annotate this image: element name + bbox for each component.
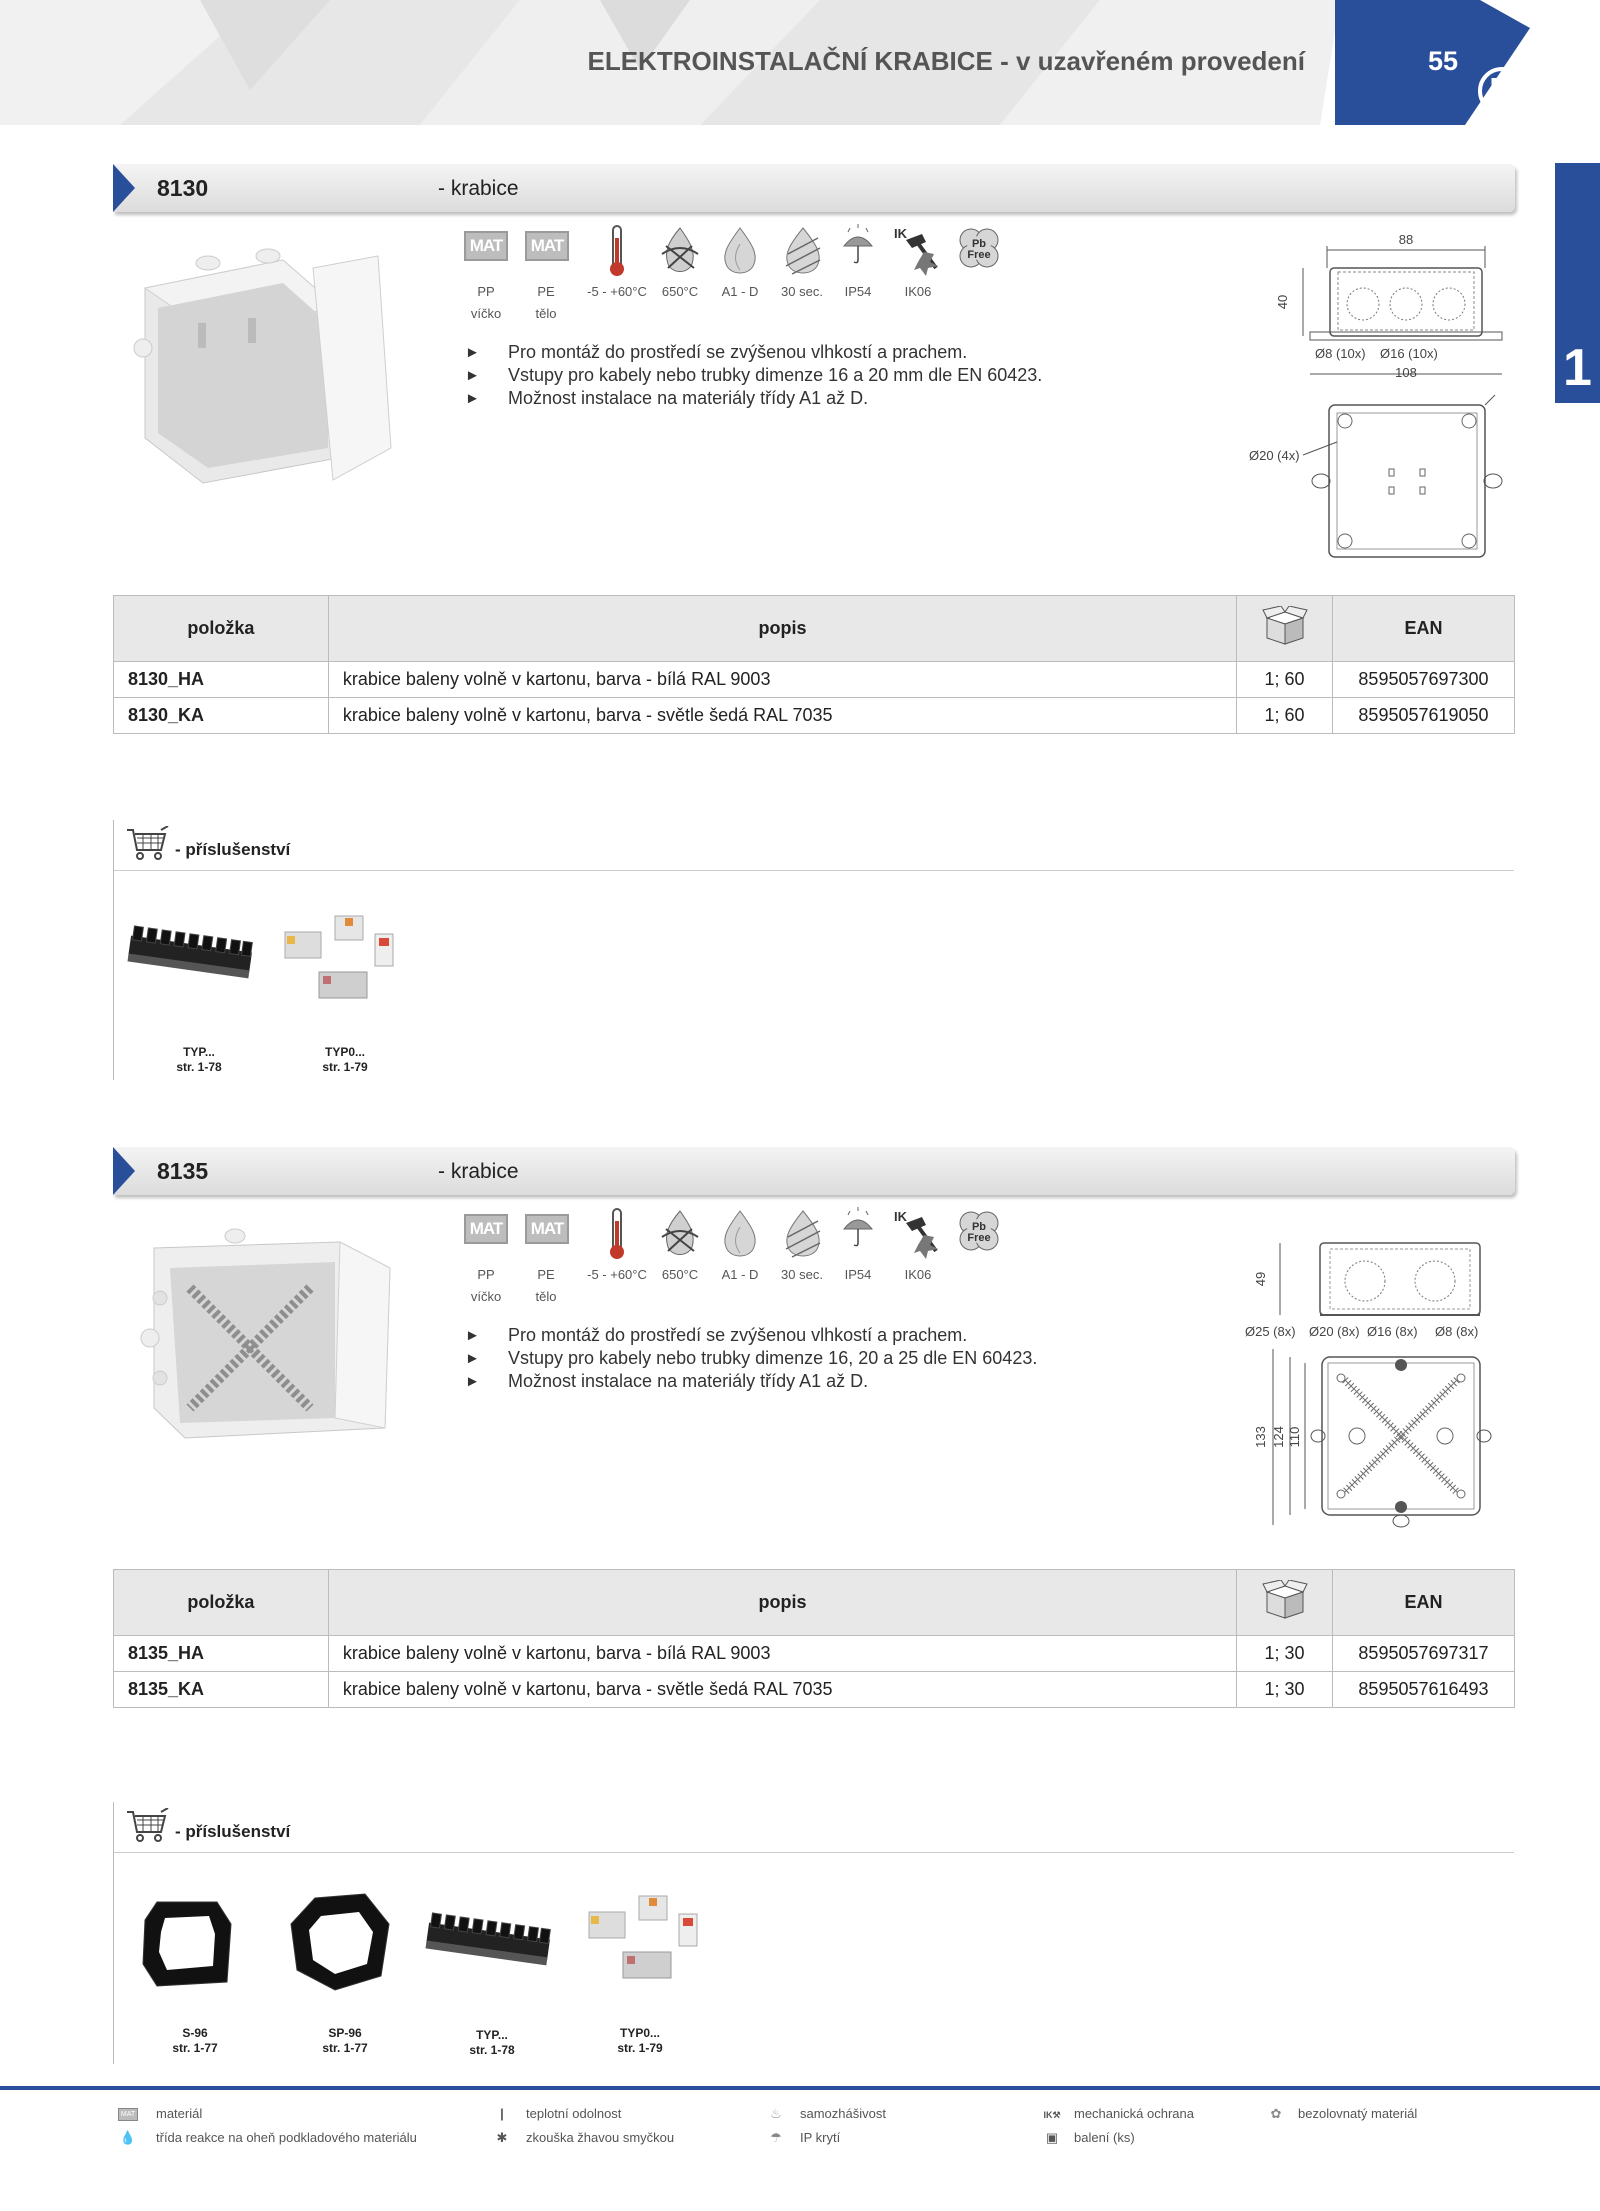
technical-drawing-8135 [1245,1235,1525,1535]
dimension-width-top: 88 [1398,232,1414,247]
accessories-8130 [113,820,1515,1080]
ik-label: IK06 [904,284,932,299]
accessory-item[interactable] [285,2026,405,2056]
accessory-name: TYP0... [324,1045,365,1059]
item-ean: 8595057697317 [1332,1636,1514,1672]
divider [114,870,1514,871]
accessory-item[interactable] [580,2026,700,2056]
legend-item: 💧 třída reakce na oheň podkladového materiálu [119,2130,417,2145]
heading-bar [113,164,1515,212]
item-code: 8130_HA [114,662,329,698]
material-icon: MAT [118,2108,138,2121]
glow-wire-label: 650°C [661,1267,699,1282]
divider [113,820,114,1080]
accessories-title: - příslušenství [175,1822,291,1841]
divider [114,1852,1514,1853]
table-header [114,1570,1515,1636]
product-heading-8130 [113,164,1515,212]
legend-item: ☂ IP krytí [766,2130,840,2146]
legend-item: MAT materiál [118,2106,202,2121]
material-icon: MAT [525,231,569,261]
flame-drop-icon [718,224,762,278]
feature-item: ► Vstupy pro kabely nebo trubky dimenze 16, 20 a 25 dle EN 60423. [465,1348,1038,1368]
dimension-holes-small: Ø8 (10x) [1315,346,1366,361]
item-code: 8130_KA [114,698,329,734]
feature-item: ► Pro montáž do prostředí se zvýšenou vlhkostí a prachem. [465,342,968,362]
item-ean: 8595057697300 [1332,662,1514,698]
item-package: 1; 30 [1237,1636,1333,1672]
feature-item: ► Možnost instalace na materiály třídy A1 až D. [465,1371,869,1391]
accessory-name: TYP0... [619,2026,660,2040]
legend-item: ♨ samozhášivost [766,2106,886,2122]
wago-connector-image [275,910,405,1010]
self-extinguish-icon [780,1207,826,1261]
brand-logo-icon [1477,66,1527,116]
thermometer-icon [602,224,632,278]
property-icons-8130 [462,224,1022,319]
dimension-holes-medium: Ø16 (10x) [1380,346,1438,361]
product-photo-8130 [133,248,403,488]
flame-drop-icon [718,1207,762,1261]
product-name: - krabice [438,177,519,200]
icon-legend [0,2100,1600,2160]
product-name: - krabice [438,1160,519,1183]
accessory-name: S-96 [182,2026,208,2040]
dimension-outer: 133 [1253,1426,1268,1448]
item-ean: 8595057616493 [1332,1672,1514,1708]
accessory-page: str. 1-77 [172,2041,218,2055]
feature-item: ► Vstupy pro kabely nebo trubky dimenze 16 a 20 mm dle EN 60423. [465,365,1043,385]
product-code: 8135 [157,1158,209,1184]
column-ean: EAN [1332,1570,1514,1636]
accessory-page: str. 1-78 [469,2043,515,2057]
divider [113,1802,114,2064]
material-lid-part: víčko [470,1289,502,1304]
feature-item: ► Možnost instalace na materiály třídy A1 až D. [465,388,869,408]
accessories-8135 [113,1802,1515,2064]
item-description: krabice baleny volně v kartonu, barva - světle šedá RAL 7035 [328,698,1236,734]
svg-text:IK: IK [894,1209,907,1224]
chapter-tab: 1 [1555,163,1600,403]
material-icon: MAT [464,1214,508,1244]
accessory-item[interactable] [285,1045,405,1075]
item-package: 1; 30 [1237,1672,1333,1708]
accessory-page: str. 1-79 [617,2041,663,2055]
item-description: krabice baleny volně v kartonu, barva - světle šedá RAL 7035 [328,1672,1236,1708]
terminal-block-image [423,1907,553,1977]
cart-icon [125,1808,169,1844]
self-extinguish-icon [780,224,826,278]
table-row [114,662,1515,698]
footer-divider [0,2086,1600,2090]
ik-label: IK06 [904,1267,932,1282]
accessory-name: TYP... [476,2028,508,2042]
column-item: položka [114,1570,329,1636]
material-body-part: tělo [535,306,557,321]
table-header [114,596,1515,662]
material-lid-label: PP [477,284,495,299]
package-icon [1261,1580,1309,1620]
svg-text:Pb: Pb [971,238,987,250]
heading-arrow [113,164,135,212]
technical-drawing-8130 [1245,228,1505,568]
accessory-item[interactable] [432,2028,552,2058]
feature-list-8130 [465,341,1085,410]
item-package: 1; 60 [1237,662,1333,698]
hammer-icon: IK⚒ [1043,2110,1061,2120]
material-body-label: PE [537,284,555,299]
wago-connector-image [579,1890,709,1990]
column-package [1237,1570,1333,1636]
ip-label: IP54 [844,284,872,299]
temperature-label: -5 - +60°C [587,1267,647,1282]
item-code: 8135_KA [114,1672,329,1708]
svg-text:Free: Free [967,249,991,261]
accessory-name: TYP... [183,1045,215,1059]
package-icon [1261,606,1309,646]
material-body-label: PE [537,1267,555,1282]
column-description: popis [328,1570,1236,1636]
material-body-part: tělo [535,1289,557,1304]
self-extinguish-icon: ♨ [770,2106,782,2121]
fire-class-label: A1 - D [721,284,759,299]
accessories-title: - příslušenství [175,840,291,859]
column-package [1237,596,1333,662]
legend-item: ✱ zkouška žhavou smyčkou [492,2130,674,2146]
accessory-page: str. 1-78 [176,1060,222,1074]
hammer-icon [892,1207,942,1261]
umbrella-icon [841,1207,875,1261]
lead-free-icon: ✿ [1270,2106,1282,2121]
accessory-page: str. 1-79 [322,1060,368,1074]
feature-list-8135 [465,1324,1085,1393]
dimension-holes-large: Ø20 (4x) [1249,448,1300,463]
self-extinguish-label: 30 sec. [781,284,823,299]
product-photo-8135 [140,1228,400,1448]
svg-text:Free: Free [967,1232,991,1244]
product-table-8135 [113,1569,1515,1708]
product-table-8130 [113,595,1515,734]
dimension-inner: 110 [1287,1426,1302,1448]
thermometer-icon [602,1207,632,1261]
table-row [114,1636,1515,1672]
svg-text:Pb: Pb [971,1221,987,1233]
column-description: popis [328,596,1236,662]
table-row [114,1672,1515,1708]
dimension-holes-8: Ø8 (8x) [1435,1324,1479,1339]
dimension-holes-20: Ø20 (8x) [1309,1324,1360,1339]
legend-item: ✿ bezolovnatý materiál [1264,2106,1417,2122]
ip-label: IP54 [844,1267,872,1282]
umbrella-icon: ☂ [770,2130,782,2145]
item-description: krabice baleny volně v kartonu, barva - bílá RAL 9003 [328,662,1236,698]
glow-wire-icon: ✱ [496,2130,508,2145]
svg-text:IK: IK [894,226,907,241]
page-number: 55 [1427,46,1459,76]
material-lid-label: PP [477,1267,495,1282]
legend-item: IK⚒ mechanická ochrana [1040,2106,1194,2121]
dimension-middle: 124 [1271,1426,1286,1448]
product-heading-8135 [113,1147,1515,1195]
property-icons-8135 [462,1207,1022,1302]
product-code: 8130 [157,175,209,201]
glow-wire-icon [658,1207,702,1261]
flame-drop-icon: 💧 [119,2130,137,2145]
table-row [114,698,1515,734]
fire-class-label: A1 - D [721,1267,759,1282]
dimension-holes-25: Ø25 (8x) [1245,1324,1296,1339]
dimension-holes-16: Ø16 (8x) [1367,1324,1418,1339]
heading-bar [113,1147,1515,1195]
accessory-item[interactable] [135,2026,255,2056]
hammer-icon [892,224,942,278]
frame-sp96-image [285,1890,395,1995]
lead-free-icon [954,1207,1004,1261]
dimension-width-bottom: 108 [1395,365,1417,380]
package-icon: ▣ [1045,2130,1059,2145]
accessory-page: str. 1-77 [322,2041,368,2055]
material-icon: MAT [525,1214,569,1244]
thermometer-icon: | [500,2106,504,2121]
umbrella-icon [841,224,875,278]
page-header-title: ELEKTROINSTALAČNÍ KRABICE - v uzavřeném provedení [587,46,1305,76]
dimension-height: 49 [1253,1271,1268,1287]
accessory-item[interactable] [139,1045,259,1075]
item-description: krabice baleny volně v kartonu, barva - bílá RAL 9003 [328,1636,1236,1672]
heading-arrow [113,1147,135,1195]
material-lid-part: víčko [470,306,502,321]
column-item: položka [114,596,329,662]
item-package: 1; 60 [1237,698,1333,734]
column-ean: EAN [1332,596,1514,662]
dimension-height: 40 [1275,294,1290,310]
legend-item: | teplotní odolnost [492,2106,621,2121]
terminal-block-image [125,920,255,990]
glow-wire-icon [658,224,702,278]
temperature-label: -5 - +60°C [587,284,647,299]
item-ean: 8595057619050 [1332,698,1514,734]
cart-icon [125,826,169,862]
item-code: 8135_HA [114,1636,329,1672]
accessory-name: SP-96 [328,2026,362,2040]
lead-free-icon [954,224,1004,278]
self-extinguish-label: 30 sec. [781,1267,823,1282]
material-icon: MAT [464,231,508,261]
frame-s96-image [137,1894,237,1994]
legend-item: ▣ balení (ks) [1040,2130,1135,2146]
feature-item: ► Pro montáž do prostředí se zvýšenou vlhkostí a prachem. [465,1325,968,1345]
glow-wire-label: 650°C [661,284,699,299]
